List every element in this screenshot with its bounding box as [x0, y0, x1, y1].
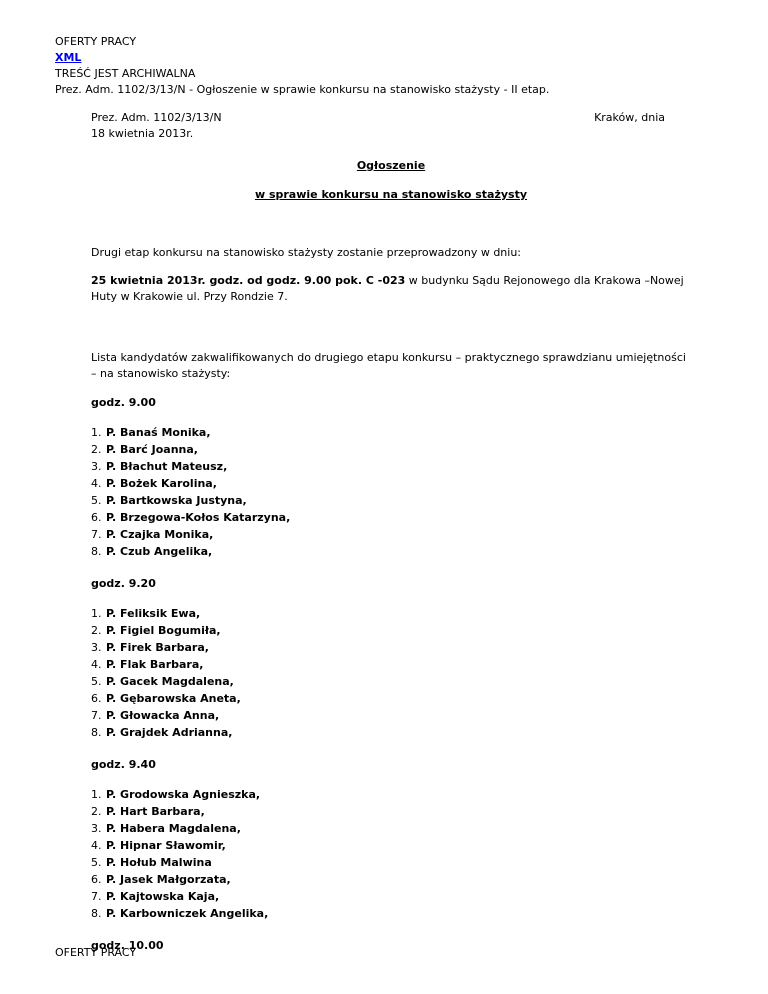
list-item: 2. P. Hart Barbara,	[91, 805, 205, 818]
list-item: 8. P. Czub Angelika,	[91, 545, 213, 558]
list-item: 8. P. Grajdek Adrianna,	[91, 726, 233, 739]
list-item: 6. P. Brzegowa-Kołos Katarzyna,	[91, 511, 291, 524]
candidate-list	[91, 605, 691, 741]
section-label: OFERTY PRACY	[55, 35, 137, 48]
reference-row	[91, 110, 691, 126]
list-item: 4. P. Hipnar Sławomir,	[91, 839, 226, 852]
list-item: 7. P. Czajka Monika,	[91, 528, 214, 541]
announcement-heading: Ogłoszenie	[356, 159, 426, 172]
page-header	[55, 34, 549, 98]
document-title: Prez. Adm. 1102/3/13/N - Ogłoszenie w sprawie konkursu na stanowisko stażysty - II etap.	[55, 83, 550, 96]
list-intro-paragraph: Lista kandydatów zakwalifikowanych do drugiego etapu konkursu – praktycznego sprawdzianu umiejętności – na stanowisko stażysty:	[91, 351, 686, 380]
time-slot-heading: godz. 10.00	[91, 939, 164, 952]
list-item: 6. P. Gębarowska Aneta,	[91, 692, 241, 705]
list-item: 8. P. Karbowniczek Angelika,	[91, 907, 269, 920]
list-item: 1. P. Grodowska Agnieszka,	[91, 788, 261, 801]
time-slot-heading: godz. 9.40	[91, 758, 156, 771]
announcement-subheading: w sprawie konkursu na stanowisko stażysty	[254, 188, 528, 201]
list-item: 2. P. Barć Joanna,	[91, 443, 198, 456]
list-item: 7. P. Kajtowska Kaja,	[91, 890, 220, 903]
list-item: 3. P. Habera Magdalena,	[91, 822, 241, 835]
page-footer: OFERTY PRACY	[55, 946, 137, 959]
list-item: 5. P. Hołub Malwina	[91, 856, 212, 869]
list-item: 6. P. Jasek Małgorzata,	[91, 873, 231, 886]
reference-number: Prez. Adm. 1102/3/13/N	[91, 111, 222, 124]
list-item: 4. P. Flak Barbara,	[91, 658, 204, 671]
exam-date-time: 25 kwietnia 2013r. godz. od godz. 9.00 pok. C -023	[91, 274, 406, 287]
archive-notice: TREŚĆ JEST ARCHIWALNA	[55, 67, 196, 80]
list-item: 3. P. Firek Barbara,	[91, 641, 209, 654]
xml-link[interactable]: XML	[55, 51, 82, 64]
list-item: 4. P. Bożek Karolina,	[91, 477, 217, 490]
candidate-list	[91, 424, 691, 560]
intro-paragraph: Drugi etap konkursu na stanowisko stażysty zostanie przeprowadzony w dniu:	[91, 246, 522, 259]
time-slot-heading: godz. 9.00	[91, 396, 156, 409]
list-item: 5. P. Gacek Magdalena,	[91, 675, 234, 688]
candidate-list	[91, 786, 691, 922]
list-item: 2. P. Figiel Bogumiła,	[91, 624, 221, 637]
list-item: 1. P. Banaś Monika,	[91, 426, 211, 439]
document-date: 18 kwietnia 2013r.	[91, 127, 194, 140]
exam-location: w budynku Sądu Rejonowego dla Krakowa –Nowej Huty w Krakowie ul. Przy Rondzie 7.	[91, 274, 684, 303]
place-date: Kraków, dnia	[594, 111, 665, 124]
date-location-paragraph	[91, 273, 691, 305]
document-body	[91, 110, 691, 954]
list-item: 7. P. Głowacka Anna,	[91, 709, 220, 722]
list-item: 3. P. Błachut Mateusz,	[91, 460, 228, 473]
list-item: 1. P. Feliksik Ewa,	[91, 607, 201, 620]
time-slot-heading: godz. 9.20	[91, 577, 156, 590]
list-item: 5. P. Bartkowska Justyna,	[91, 494, 247, 507]
